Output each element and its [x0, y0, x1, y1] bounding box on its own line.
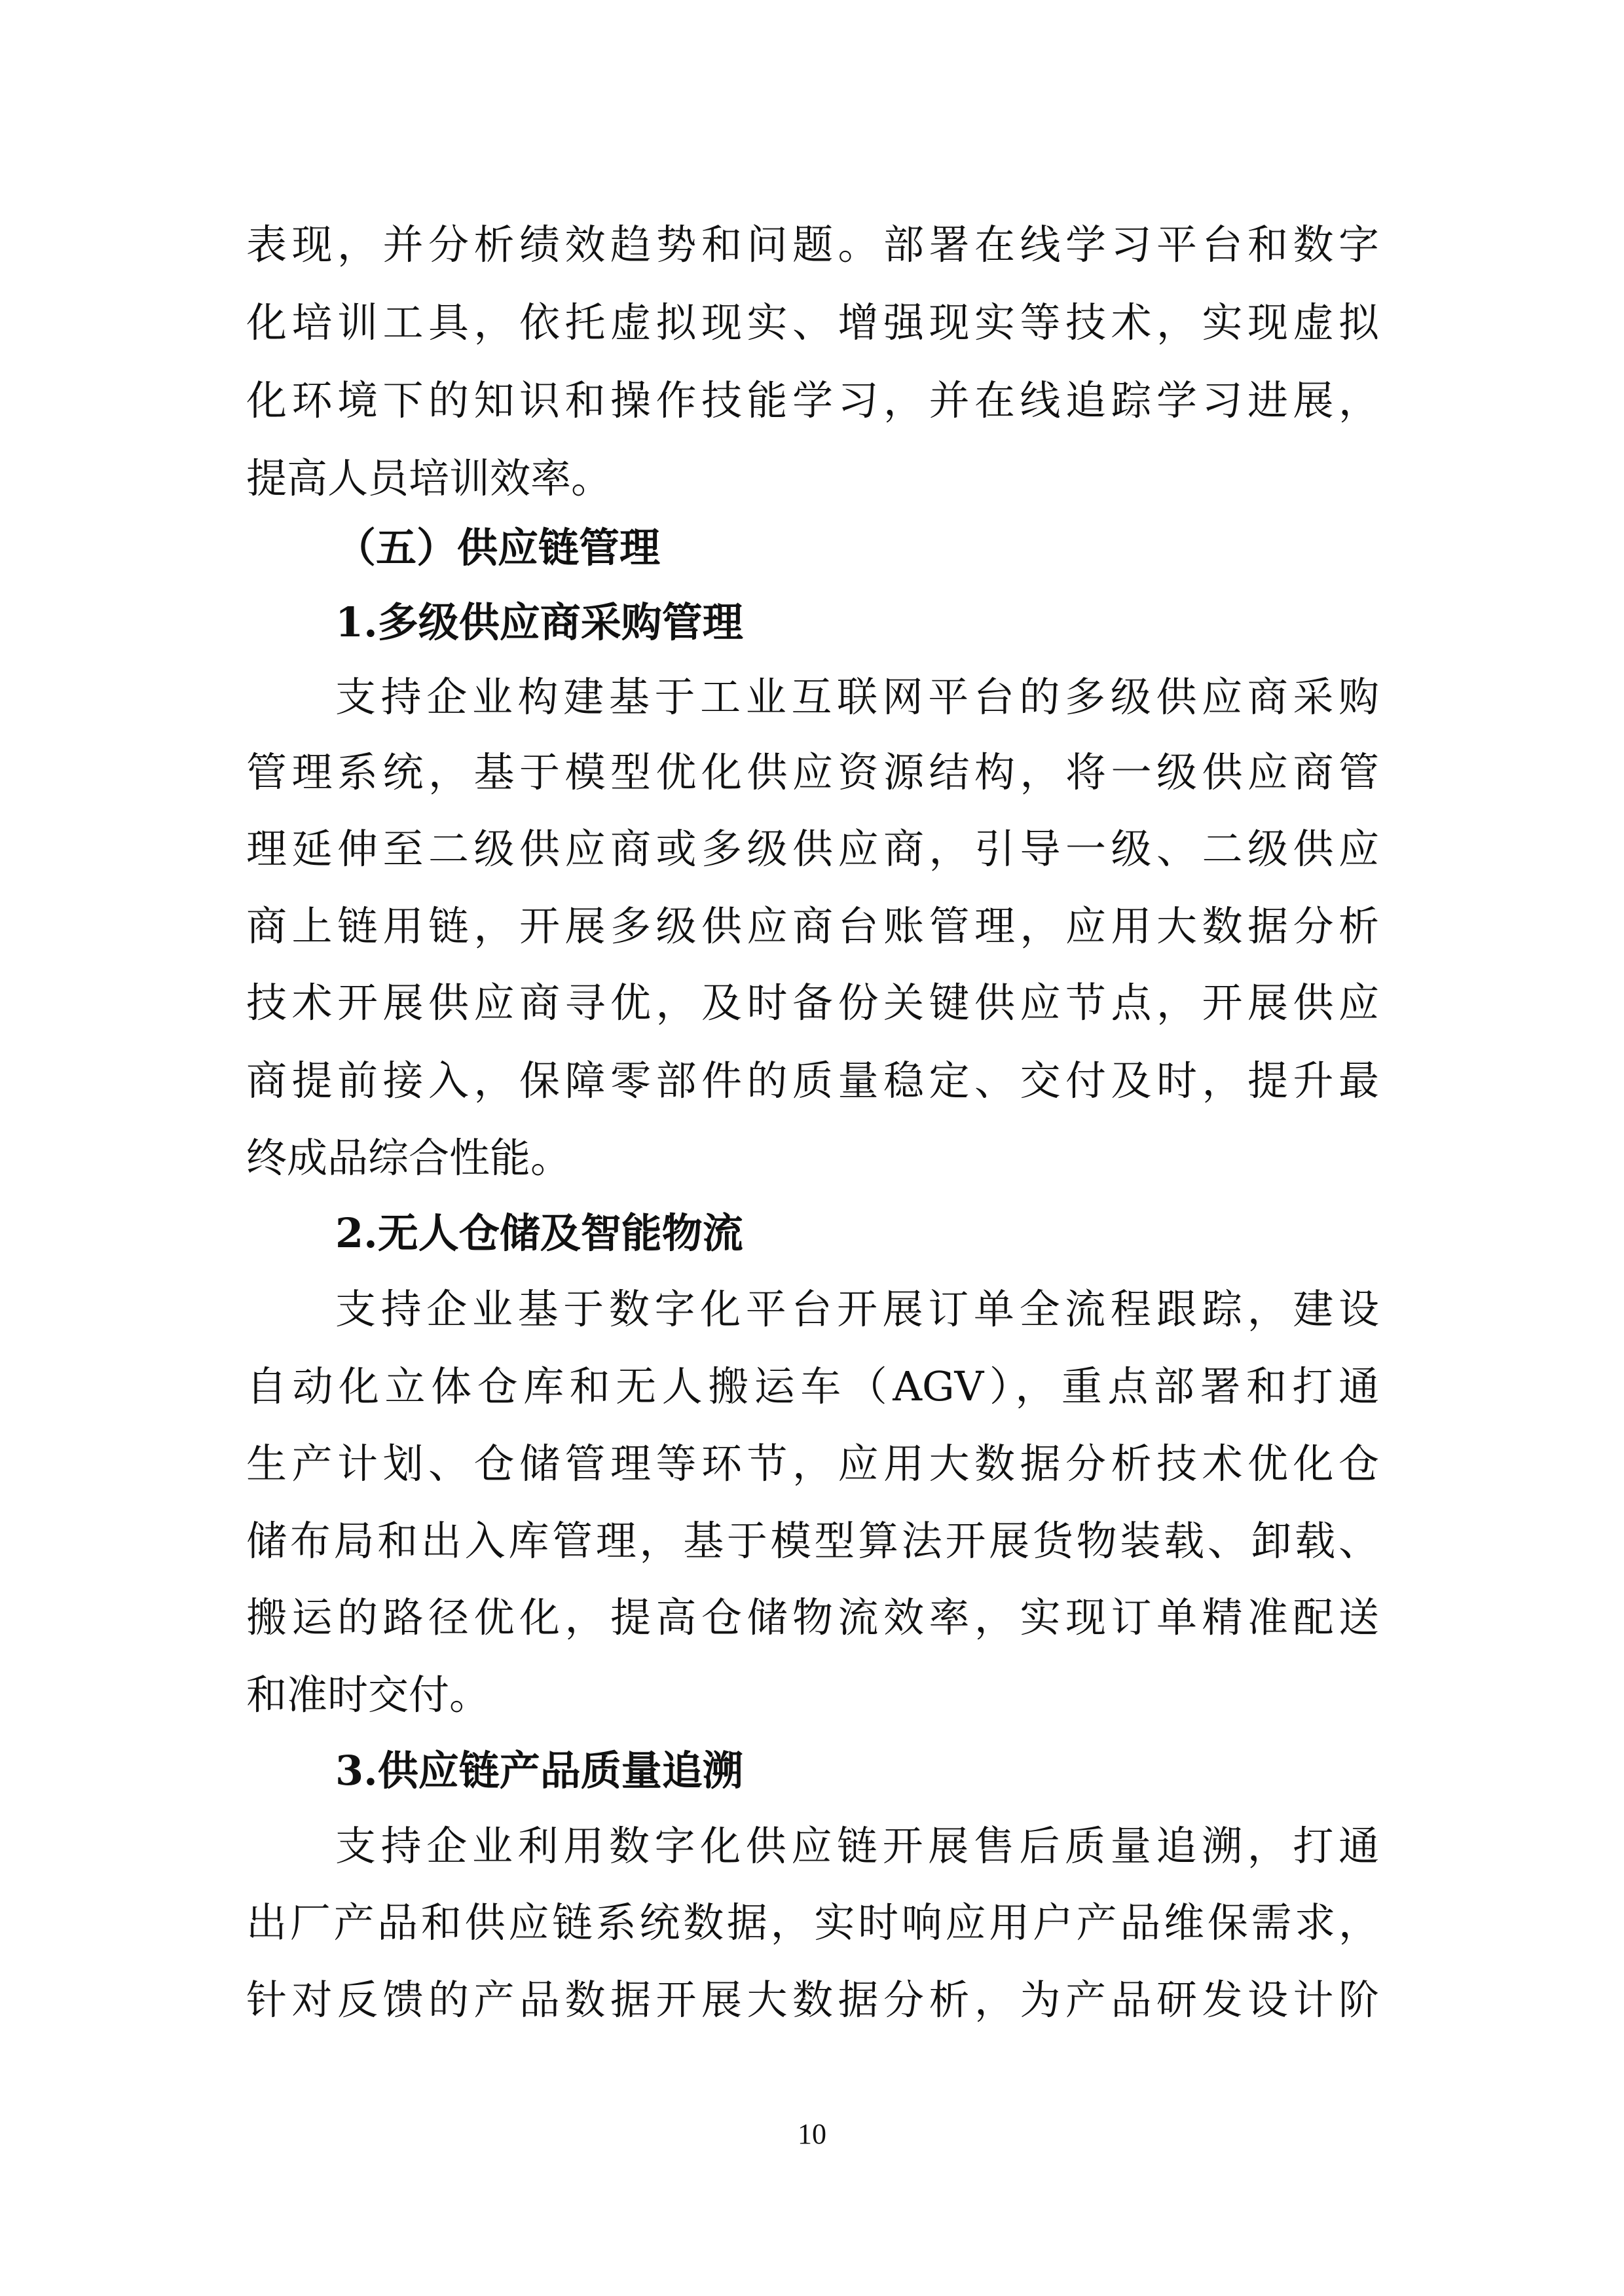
section-heading: （五）供应链管理 [335, 524, 661, 572]
body-text-line: 生产计划、仓储管理等环节，应用大数据分析技术优化仓 [246, 1440, 1379, 1487]
subsection-title: 3.供应链产品质量追溯 [335, 1747, 743, 1795]
body-text-line: 终成品综合性能。 [246, 1134, 572, 1182]
body-text-line: 支持企业基于数字化平台开展订单全流程跟踪，建设 [335, 1285, 1379, 1333]
body-text-line: 针对反馈的产品数据开展大数据分析，为产品研发设计阶 [246, 1976, 1379, 2024]
body-text-line: 支持企业构建基于工业互联网平台的多级供应商采购 [335, 673, 1379, 721]
body-text-line: 商上链用链，开展多级供应商台账管理，应用大数据分析 [246, 902, 1379, 950]
body-text-line: 储布局和出入库管理，基于模型算法开展货物装载、卸载、 [246, 1517, 1379, 1565]
body-text-line: 支持企业利用数字化供应链开展售后质量追溯，打通 [335, 1822, 1379, 1870]
body-text-line: 表现，并分析绩效趋势和问题。部署在线学习平台和数字 [246, 221, 1379, 268]
body-text-line: 商提前接入，保障零部件的质量稳定、交付及时，提升最 [246, 1057, 1379, 1104]
subsection-title: 1.多级供应商采购管理 [335, 598, 743, 646]
body-text-line: 管理系统，基于模型优化供应资源结构，将一级供应商管 [246, 748, 1379, 796]
body-text-line: 搬运的路径优化，提高仓储物流效率，实现订单精准配送 [246, 1594, 1379, 1641]
body-text-line: 自动化立体仓库和无人搬运车（AGV），重点部署和打通 [246, 1362, 1379, 1410]
body-text-line: 化环境下的知识和操作技能学习，并在线追踪学习进展， [246, 376, 1379, 424]
page-number: 10 [798, 2118, 826, 2150]
subsection-title: 2.无人仓储及智能物流 [335, 1209, 743, 1257]
body-text-line: 和准时交付。 [246, 1671, 490, 1719]
body-text-line: 提高人员培训效率。 [246, 454, 612, 502]
body-text-line: 理延伸至二级供应商或多级供应商，引导一级、二级供应 [246, 825, 1379, 873]
body-text-line: 出厂产品和供应链系统数据，实时响应用户产品维保需求， [246, 1899, 1379, 1946]
body-text-line: 技术开展供应商寻优，及时备份关键供应节点，开展供应 [246, 979, 1379, 1027]
body-text-line: 化培训工具，依托虚拟现实、增强现实等技术，实现虚拟 [246, 299, 1379, 346]
